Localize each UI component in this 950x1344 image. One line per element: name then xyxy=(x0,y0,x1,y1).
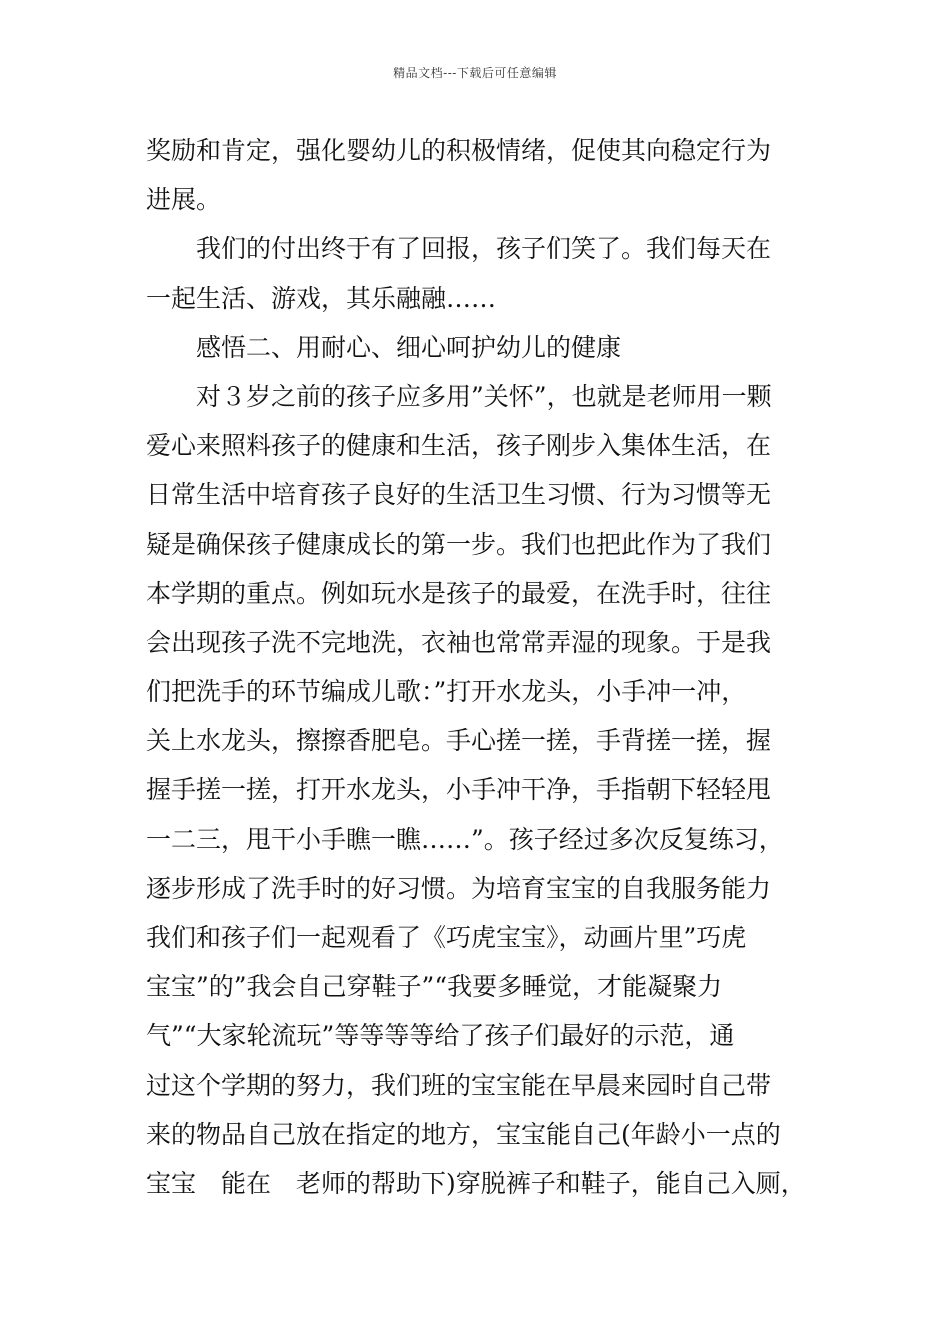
paragraph-first-line: 我们的付出终于有了回报，孩子们笑了。我们每天在 xyxy=(196,234,772,264)
text-line: 宝宝”的”我会自己穿鞋子”“我要多睡觉，才能凝聚力 xyxy=(146,972,723,1002)
text-line: 握手搓一搓，打开水龙头，小手冲干净，手指朝下轻轻甩 xyxy=(146,775,772,805)
text-line: 逐步形成了洗手时的好习惯。为培育宝宝的自我服务能力 xyxy=(146,873,772,903)
text-line: 宝宝 能在 老师的帮助下)穿脱裤子和鞋子，能自己入厕， xyxy=(146,1168,806,1198)
section-heading: 感悟二、用耐心、细心呵护幼儿的健康 xyxy=(196,332,622,362)
text-line: 来的物品自己放在指定的地方，宝宝能自己(年龄小一点的 xyxy=(146,1119,781,1149)
text-line: 一起生活、游戏，其乐融融…… xyxy=(146,283,497,313)
paragraph-first-line: 对３岁之前的孩子应多用”关怀”，也就是老师用一颗 xyxy=(196,381,772,411)
text-line: 疑是确保孩子健康成长的第一步。我们也把此作为了我们 xyxy=(146,529,772,559)
text-line: 一二三，甩干小手瞧一瞧……”。孩子经过多次反复练习， xyxy=(146,824,784,854)
document-body xyxy=(146,126,826,1208)
text-line: 进展。 xyxy=(146,185,222,215)
text-line: 我们和孩子们一起观看了《巧虎宝宝》，动画片里”巧虎 xyxy=(146,923,747,952)
text-line: 会出现孩子洗不完地洗，衣袖也常常弄湿的现象。于是我 xyxy=(146,627,772,657)
text-line: 气”“大家轮流玩”等等等等给了孩子们最好的示范，通 xyxy=(146,1021,735,1051)
text-line: 们把洗手的环节编成儿歌：”打开水龙头，小手冲一冲， xyxy=(146,677,747,707)
text-line: 关上水龙头，擦擦香肥皂。手心搓一搓，手背搓一搓，握 xyxy=(146,726,772,756)
page-header: 精品文档---下载后可任意编辑 xyxy=(393,66,557,80)
text-line: 过这个学期的努力，我们班的宝宝能在早晨来园时自己带 xyxy=(146,1070,772,1100)
text-line: 奖励和肯定，强化婴幼儿的积极情绪，促使其向稳定行为 xyxy=(146,136,772,165)
text-line: 本学期的重点。例如玩水是孩子的最爱，在洗手时，往往 xyxy=(146,578,772,608)
text-line: 爱心来照料孩子的健康和生活，孩子刚步入集体生活，在 xyxy=(146,431,772,461)
text-line: 日常生活中培育孩子良好的生活卫生习惯、行为习惯等无 xyxy=(146,480,772,510)
